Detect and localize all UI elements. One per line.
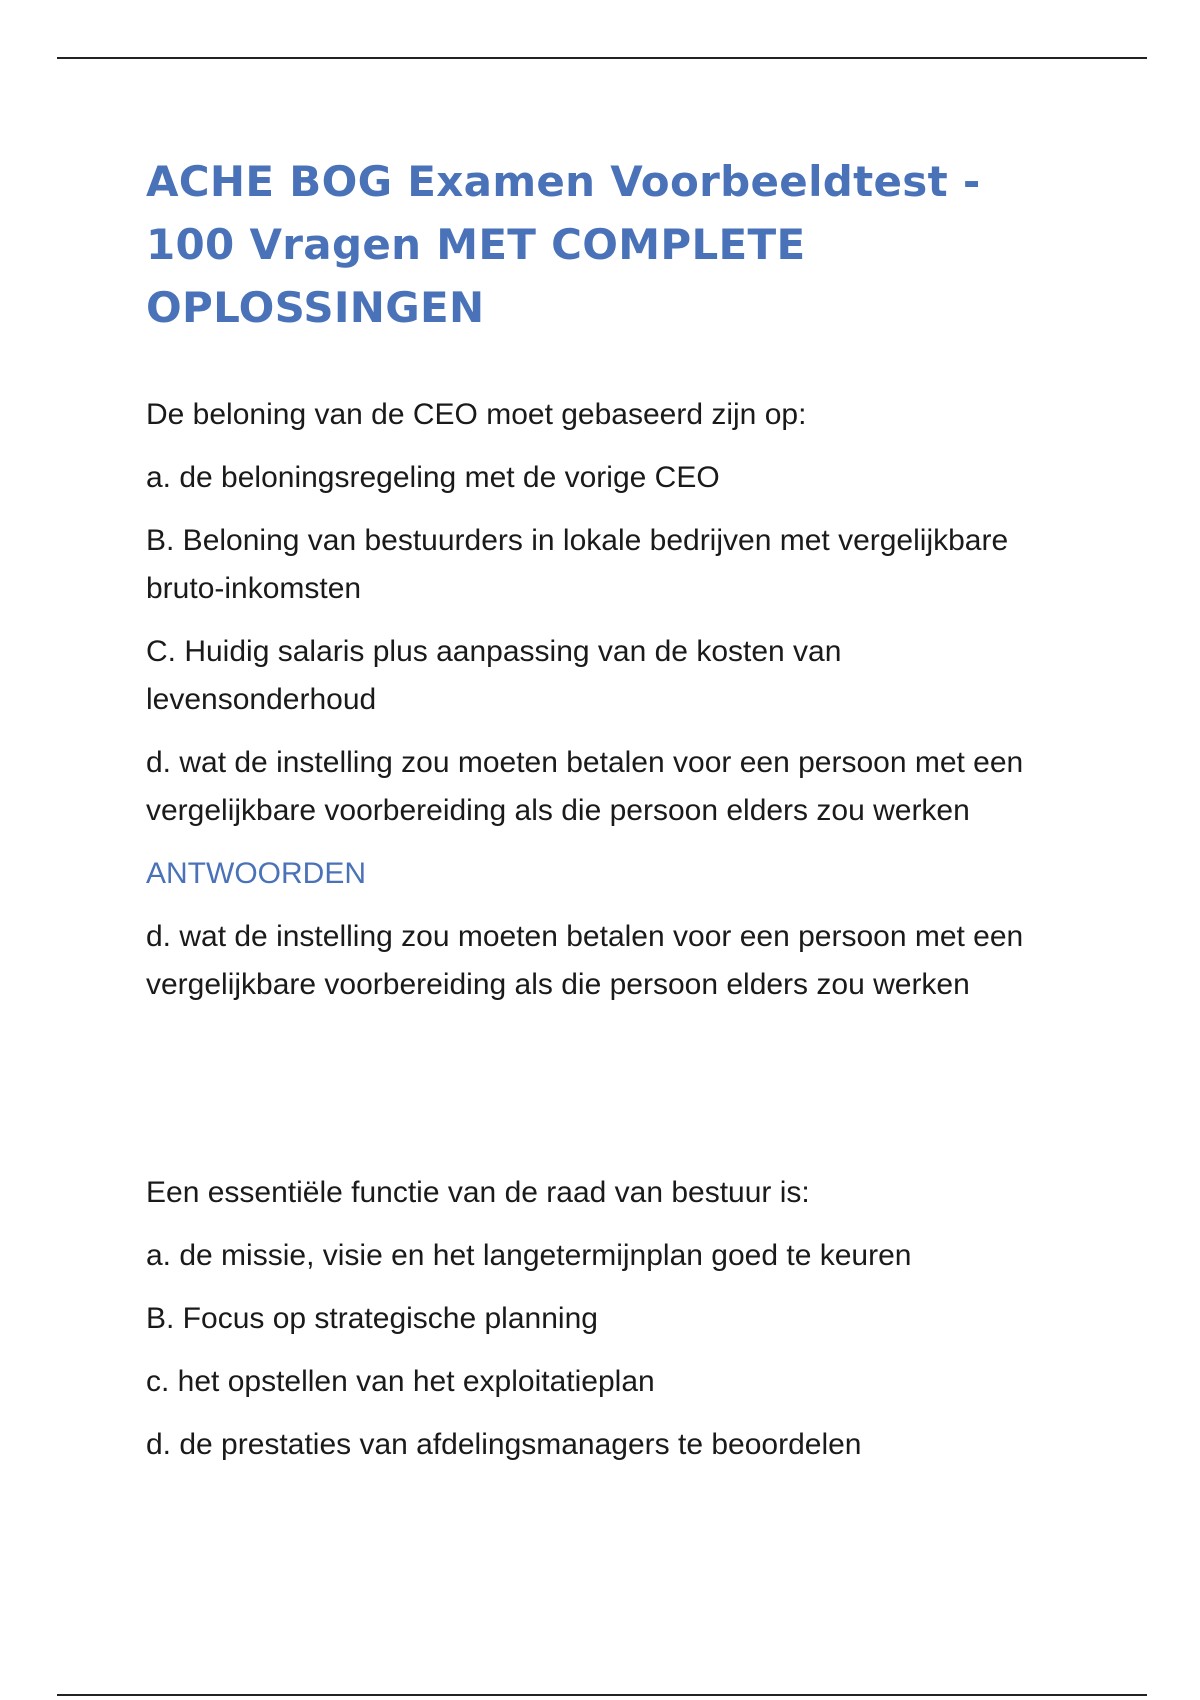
option-b: B. Focus op strategische planning	[146, 1302, 598, 1335]
option-a: a. de missie, visie en het langetermijnplan goed te keuren	[146, 1239, 912, 1272]
option-d: d. wat de instelling zou moeten betalen voor een persoon met een vergelijkbare voorbereiding als die persoon elders zou werken	[146, 746, 1024, 827]
option-b: B. Beloning van bestuurders in lokale bedrijven met vergelijkbare bruto-inkomsten	[146, 524, 1009, 605]
question-text: De beloning van de CEO moet gebaseerd zijn op:	[146, 398, 807, 431]
answer-text: d. wat de instelling zou moeten betalen voor een persoon met een vergelijkbare voorbereiding als die persoon elders zou werken	[146, 920, 1024, 1001]
answer-heading: ANTWOORDEN	[146, 857, 366, 890]
option-d: d. de prestaties van afdelingsmanagers te beoordelen	[146, 1428, 862, 1461]
option-a: a. de beloningsregeling met de vorige CEO	[146, 461, 720, 494]
question-text: Een essentiële functie van de raad van bestuur is:	[146, 1176, 810, 1209]
option-c: C. Huidig salaris plus aanpassing van de kosten van levensonderhoud	[146, 635, 842, 716]
document-title: ACHE BOG Examen Voorbeeldtest - 100 Vragen MET COMPLETE OPLOSSINGEN	[146, 157, 981, 332]
option-c: c. het opstellen van het exploitatieplan	[146, 1365, 655, 1398]
question-block-1	[146, 391, 1046, 1009]
top-rule	[57, 57, 1147, 59]
question-block-2	[146, 1169, 1046, 1469]
bottom-rule	[57, 1694, 1147, 1696]
document-page	[146, 150, 1046, 1469]
